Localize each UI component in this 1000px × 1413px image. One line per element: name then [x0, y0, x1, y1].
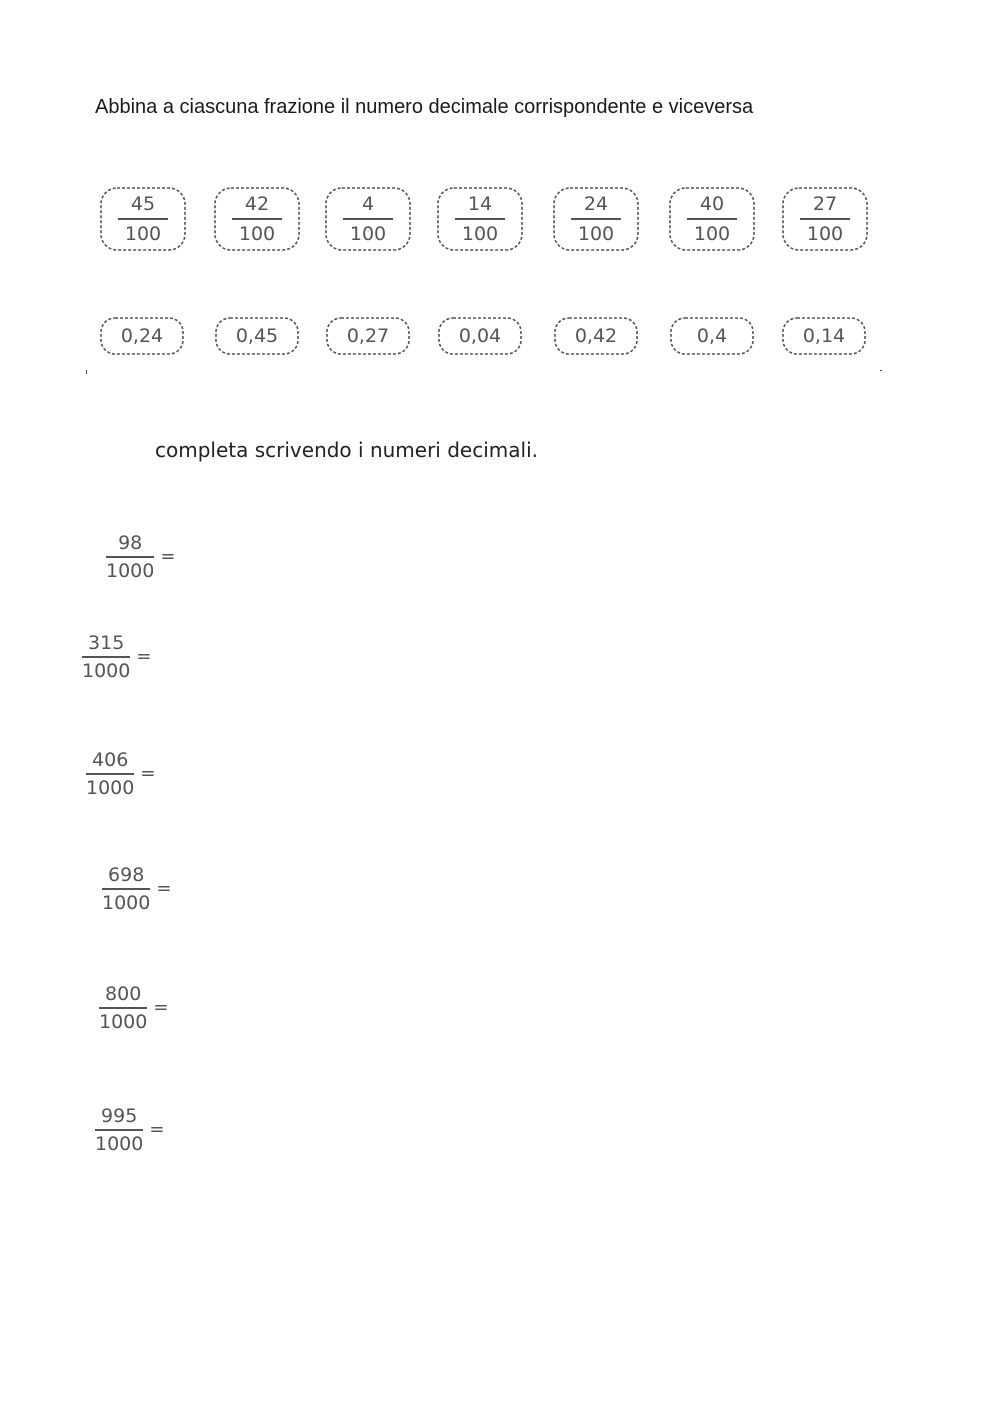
decimal-value: 0,45 [235, 325, 279, 347]
fraction-card[interactable] [435, 185, 525, 253]
equation-denominator: 1000 [95, 1132, 144, 1155]
fraction-equation [102, 864, 171, 914]
fraction-equation [95, 1105, 164, 1155]
fraction-numerator: 27 [812, 193, 838, 216]
decimal-value: 0,27 [346, 325, 390, 347]
decimal-card[interactable] [553, 316, 639, 356]
equation-numerator: 995 [101, 1105, 138, 1127]
equation-numerator: 315 [88, 632, 125, 654]
fraction-bar [82, 656, 130, 658]
decimal-card[interactable] [669, 316, 755, 356]
decimal-card[interactable] [99, 316, 185, 356]
fraction-equation [82, 632, 151, 682]
fraction-denominator: 100 [238, 222, 276, 245]
decimal-value: 0,24 [120, 325, 164, 347]
fraction-denominator: 100 [461, 222, 499, 245]
equals-sign: = [156, 878, 172, 900]
equation-denominator: 1000 [99, 1010, 148, 1033]
fraction-denominator: 100 [124, 222, 162, 245]
fraction-bar [232, 218, 282, 220]
decimal-value: 0,4 [696, 325, 728, 347]
fraction-denominator: 100 [349, 222, 387, 245]
fraction-card[interactable] [551, 185, 641, 253]
fraction-equation [106, 532, 175, 582]
fraction-bar [343, 218, 393, 220]
fraction-numerator: 42 [244, 193, 270, 216]
decimal-card[interactable] [437, 316, 523, 356]
fraction-bar [106, 556, 154, 558]
fraction-bar [99, 1007, 147, 1009]
fraction-bar [687, 218, 737, 220]
equation-denominator: 1000 [86, 776, 135, 799]
decimal-card[interactable] [781, 316, 867, 356]
decimal-card[interactable] [214, 316, 300, 356]
fraction-numerator: 14 [467, 193, 493, 216]
equation-fraction [95, 1105, 143, 1155]
equation-numerator: 406 [92, 749, 129, 771]
corner-mark [86, 370, 87, 374]
fraction-numerator: 45 [130, 193, 156, 216]
fraction-denominator: 100 [806, 222, 844, 245]
fraction-card[interactable] [98, 185, 188, 253]
equation-denominator: 1000 [82, 659, 131, 682]
decimal-value: 0,04 [458, 325, 502, 347]
equals-sign: = [149, 1119, 165, 1141]
decimal-value: 0,42 [574, 325, 618, 347]
fraction-card[interactable] [212, 185, 302, 253]
equation-fraction [99, 983, 147, 1033]
fraction-bar [455, 218, 505, 220]
fraction-bar [800, 218, 850, 220]
equals-sign: = [153, 997, 169, 1019]
fraction-card[interactable] [323, 185, 413, 253]
corner-mark [880, 370, 882, 371]
section-instruction: completa scrivendo i numeri decimali. [155, 438, 538, 462]
equation-numerator: 698 [108, 864, 145, 886]
equals-sign: = [140, 763, 156, 785]
equals-sign: = [136, 646, 152, 668]
fraction-numerator: 4 [361, 193, 375, 216]
fraction-bar [571, 218, 621, 220]
decimal-card[interactable] [325, 316, 411, 356]
fraction-card[interactable] [667, 185, 757, 253]
equation-denominator: 1000 [106, 559, 155, 582]
fraction-denominator: 100 [693, 222, 731, 245]
equation-numerator: 98 [118, 532, 143, 554]
fraction-denominator: 100 [577, 222, 615, 245]
equation-fraction [86, 749, 134, 799]
exercise-title: Abbina a ciascuna frazione il numero decimale corrispondente e viceversa [95, 96, 754, 118]
fraction-numerator: 40 [699, 193, 725, 216]
fraction-bar [118, 218, 168, 220]
fraction-bar [95, 1129, 143, 1131]
fraction-bar [102, 888, 150, 890]
equation-denominator: 1000 [102, 891, 151, 914]
equation-fraction [82, 632, 130, 682]
equation-fraction [106, 532, 154, 582]
fraction-bar [86, 773, 134, 775]
fraction-numerator: 24 [583, 193, 609, 216]
fraction-card[interactable] [780, 185, 870, 253]
equals-sign: = [160, 546, 176, 568]
decimal-value: 0,14 [802, 325, 846, 347]
fraction-equation [86, 749, 155, 799]
fraction-equation [99, 983, 168, 1033]
equation-fraction [102, 864, 150, 914]
equation-numerator: 800 [105, 983, 142, 1005]
